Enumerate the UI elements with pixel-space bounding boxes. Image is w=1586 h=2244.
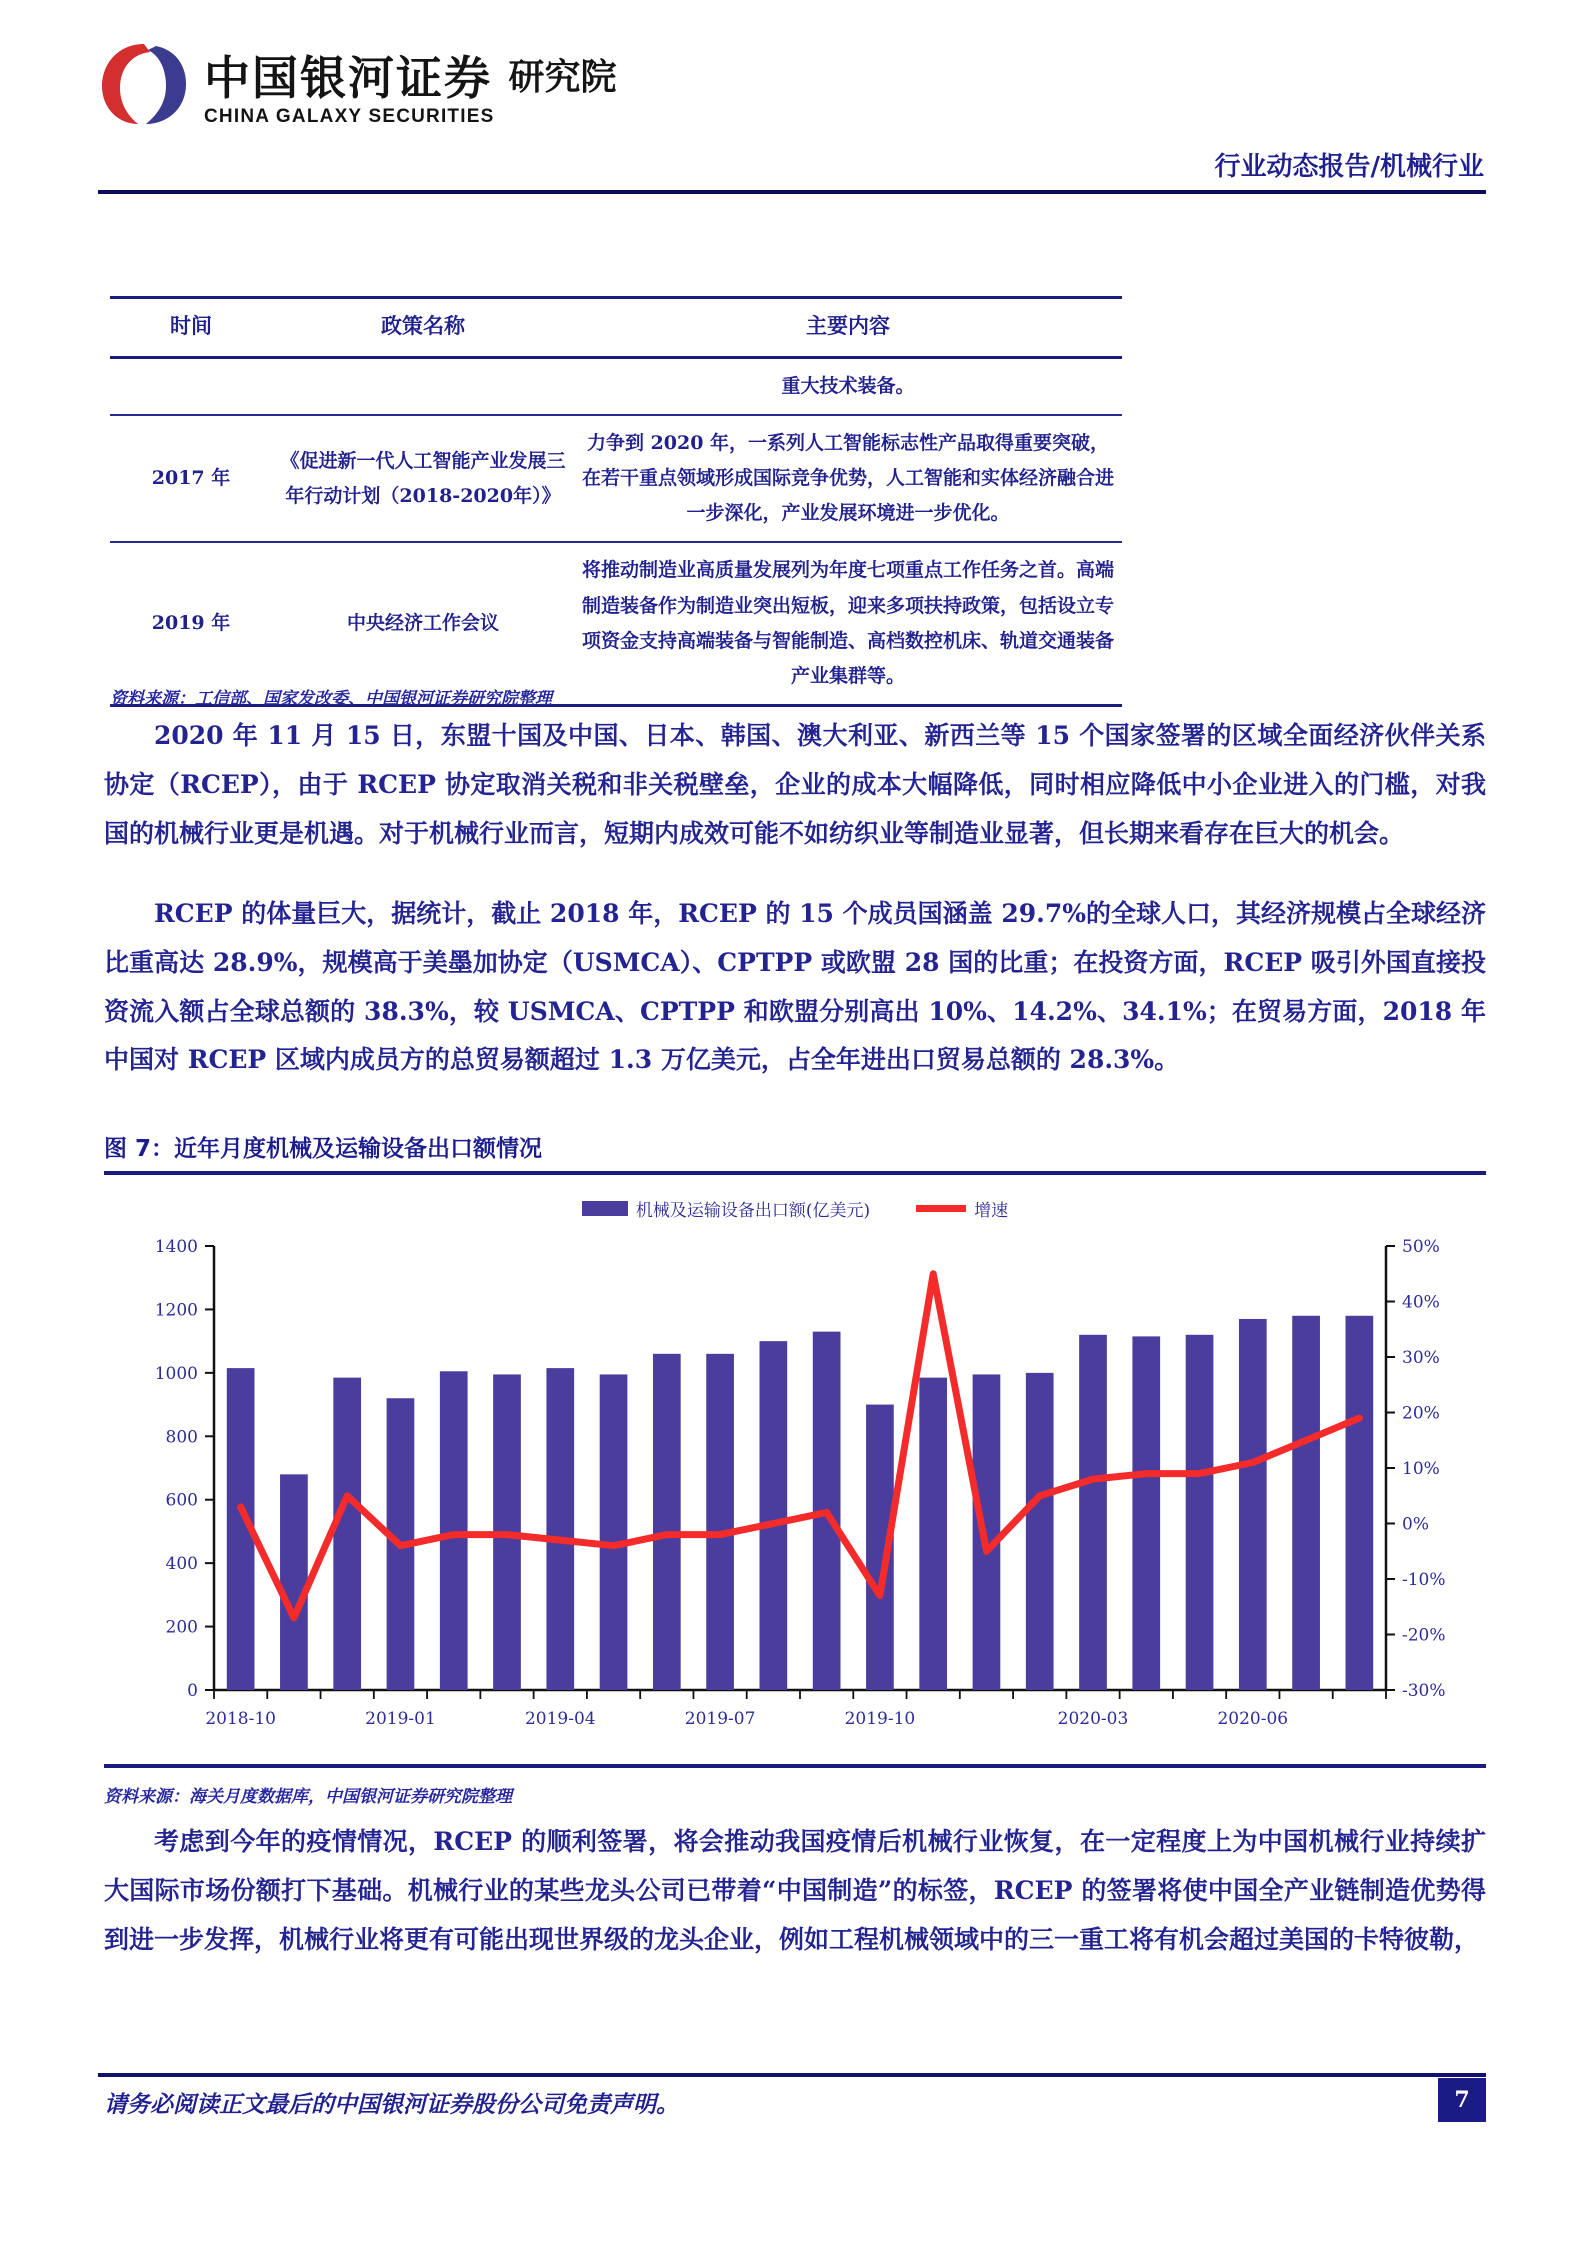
y-axis-right-tick-label: -10%: [1402, 1570, 1446, 1590]
y-axis-right-tick-label: 50%: [1402, 1237, 1440, 1257]
x-axis-tick-label: 2019-07: [684, 1709, 756, 1729]
figure-header: [104, 1130, 1486, 1175]
table-body: [110, 357, 1122, 705]
chart-svg: [104, 1228, 1486, 1758]
chart-bar: [1132, 1336, 1160, 1690]
y-axis-right-tick-label: -20%: [1402, 1625, 1446, 1646]
cell-time: 2019 年: [151, 612, 231, 635]
logo-chinese-name: 中国银河证券: [204, 50, 492, 105]
chart-bar: [973, 1374, 1001, 1690]
y-axis-left-tick-label: 600: [165, 1490, 198, 1511]
legend-label-bars: 机械及运输设备出口额(亿美元): [635, 1200, 871, 1221]
page-number-badge: 7: [1438, 2078, 1486, 2122]
y-axis-left-tick-label: 1200: [154, 1300, 198, 1321]
y-axis-right-tick-label: 20%: [1402, 1403, 1440, 1424]
page-header: [0, 0, 1586, 190]
chart-bar: [1186, 1335, 1214, 1690]
y-axis-right-tick-label: 10%: [1402, 1459, 1440, 1479]
table-row: [110, 415, 1122, 542]
cell-policy-name: [272, 357, 574, 415]
cell-policy-name: 《促进新一代人工智能产业发展三年行动计划（2018-2020年）》: [280, 449, 566, 507]
chart-bar: [1079, 1335, 1107, 1690]
logo-text: [204, 50, 495, 130]
chart-bar: [1026, 1373, 1054, 1690]
table-source-note: 资料来源：工信部、国家发改委、中国银河证券研究院整理: [110, 689, 552, 709]
y-axis-left-tick-label: 0: [187, 1681, 198, 1701]
figure-source-note: 资料来源：海关月度数据库，中国银河证券研究院整理: [104, 1787, 512, 1807]
report-category-title: 行业动态报告/机械行业: [1214, 152, 1484, 182]
chart-bar: [280, 1474, 308, 1690]
x-axis-tick-label: 2019-01: [365, 1709, 436, 1729]
chart-bar: [333, 1378, 361, 1690]
cell-time: 2017 年: [151, 467, 231, 490]
legend-bar-swatch-icon: [582, 1201, 628, 1216]
chart-bar: [440, 1371, 468, 1690]
policy-table: [110, 296, 1122, 707]
legend-item-bars: [582, 1196, 870, 1221]
y-axis-left-tick-label: 400: [165, 1554, 198, 1575]
y-axis-right-tick-label: 40%: [1402, 1292, 1440, 1313]
table-row: [110, 357, 1122, 415]
chart-bar: [600, 1374, 628, 1690]
logo-english-name: CHINA GALAXY SECURITIES: [204, 106, 495, 127]
y-axis-right-tick-label: 0%: [1402, 1514, 1429, 1535]
chart-bar: [1292, 1316, 1320, 1690]
table-header-row: [110, 298, 1122, 358]
y-axis-right-tick-label: -30%: [1402, 1681, 1446, 1701]
x-axis-tick-label: 2020-06: [1217, 1709, 1289, 1729]
footer-divider: [98, 2073, 1486, 2077]
header-divider: [98, 190, 1486, 194]
chart-bar: [1346, 1316, 1374, 1690]
column-header-main-content: 主要内容: [806, 313, 890, 338]
column-header-time: 时间: [170, 313, 212, 338]
figure-bottom-divider: [104, 1764, 1486, 1768]
company-logo: [98, 38, 616, 130]
chart-plot-area: [104, 1228, 1486, 1758]
legend-label-line: 增速: [974, 1200, 1009, 1221]
figure-title-divider: [104, 1171, 1486, 1175]
chart-bar: [760, 1341, 788, 1690]
body-paragraph-2: RCEP 的体量巨大，据统计，截止 2018 年，RCEP 的 15 个成员国涵盖 29.7%的全球人口，其经济规模占全球经济比重高达 28.9%，规模高于美墨加协定（USMCA）、CPTPP 或欧盟 28 国的比重；在投资方面，RCEP 吸引外国直接投资流入额占全球总额的 38.3%，较 USMCA、CPTPP 和欧盟分别高出 10%、14.2%、34.1%；在贸易方面，2018 年中国对 RCEP 区域内成员方的总贸易额超过 1.3 万亿美元，占全年进出口贸易总额的 28.3%。: [104, 899, 1486, 1075]
chart-bar: [919, 1378, 947, 1690]
footer-disclaimer: 请务必阅读正文最后的中国银河证券股份公司免责声明。: [104, 2091, 679, 2118]
chart-bar: [653, 1354, 681, 1690]
cell-time: [110, 357, 272, 415]
y-axis-left-tick-label: 800: [165, 1427, 198, 1448]
x-axis-tick-label: 2020-03: [1057, 1709, 1129, 1729]
body-paragraph-3: 考虑到今年的疫情情况，RCEP 的顺利签署，将会推动我国疫情后机械行业恢复，在一定程度上为中国机械行业持续扩大国际市场份额打下基础。机械行业的某些龙头公司已带着“中国制造”的标签，RCEP 的签署将使中国全产业链制造优势得到进一步发挥，机械行业将更有可能出现世界级的龙头企业，例如工程机械领域中的三一重工将有机会超过美国的卡特彼勒，: [104, 1827, 1486, 1954]
y-axis-left-tick-label: 200: [165, 1617, 198, 1638]
y-axis-left-tick-label: 1400: [154, 1237, 198, 1257]
export-value-chart: [104, 1188, 1486, 1758]
cell-main-content: 重大技术装备。: [781, 374, 915, 397]
y-axis-right-tick-label: 30%: [1402, 1348, 1440, 1368]
figure-title: 图 7：近年月度机械及运输设备出口额情况: [104, 1136, 543, 1162]
logo-institute-label: 研究院: [508, 57, 617, 98]
y-axis-left-tick-label: 1000: [154, 1363, 198, 1384]
x-axis-tick-label: 2019-04: [524, 1709, 596, 1729]
x-axis-tick-label: 2019-10: [844, 1709, 916, 1729]
chart-legend: [104, 1188, 1486, 1228]
body-paragraph-1: 2020 年 11 月 15 日，东盟十国及中国、日本、韩国、澳大利亚、新西兰等 15 个国家签署的区域全面经济伙伴关系协定（RCEP），由于 RCEP 协定取消关税和非关税壁垒，企业的成本大幅降低，同时相应降低中小企业进入的门槛，对我国的机械行业更是机遇。对于机械行业而言，短期内成效可能不如纺织业等制造业显著，但长期来看存在巨大的机会。: [104, 721, 1486, 848]
cell-policy-name: 中央经济工作会议: [346, 612, 499, 635]
column-header-policy-name: 政策名称: [381, 313, 465, 338]
cell-main-content: 力争到 2020 年，一系列人工智能标志性产品取得重要突破，在若干重点领域形成国际竞争优势，人工智能和实体经济融合进一步深化，产业发展环境进一步优化。: [581, 431, 1114, 525]
table-row: [110, 542, 1122, 705]
legend-item-line: [916, 1196, 1008, 1221]
cell-main-content: 将推动制造业高质量发展列为年度七项重点工作任务之首。高端制造装备作为制造业突出短板，迎来多项扶持政策，包括设立专项资金支持高端装备与智能制造、高档数控机床、轨道交通装备产业集群等。: [581, 559, 1114, 687]
table-header: [110, 298, 1122, 358]
chart-bar: [1239, 1319, 1267, 1690]
chart-bar: [546, 1368, 574, 1690]
x-axis-tick-label: 2018-10: [205, 1709, 276, 1729]
chart-bar: [706, 1354, 734, 1690]
galaxy-logo-icon: [98, 38, 190, 130]
legend-line-swatch-icon: [916, 1205, 966, 1212]
